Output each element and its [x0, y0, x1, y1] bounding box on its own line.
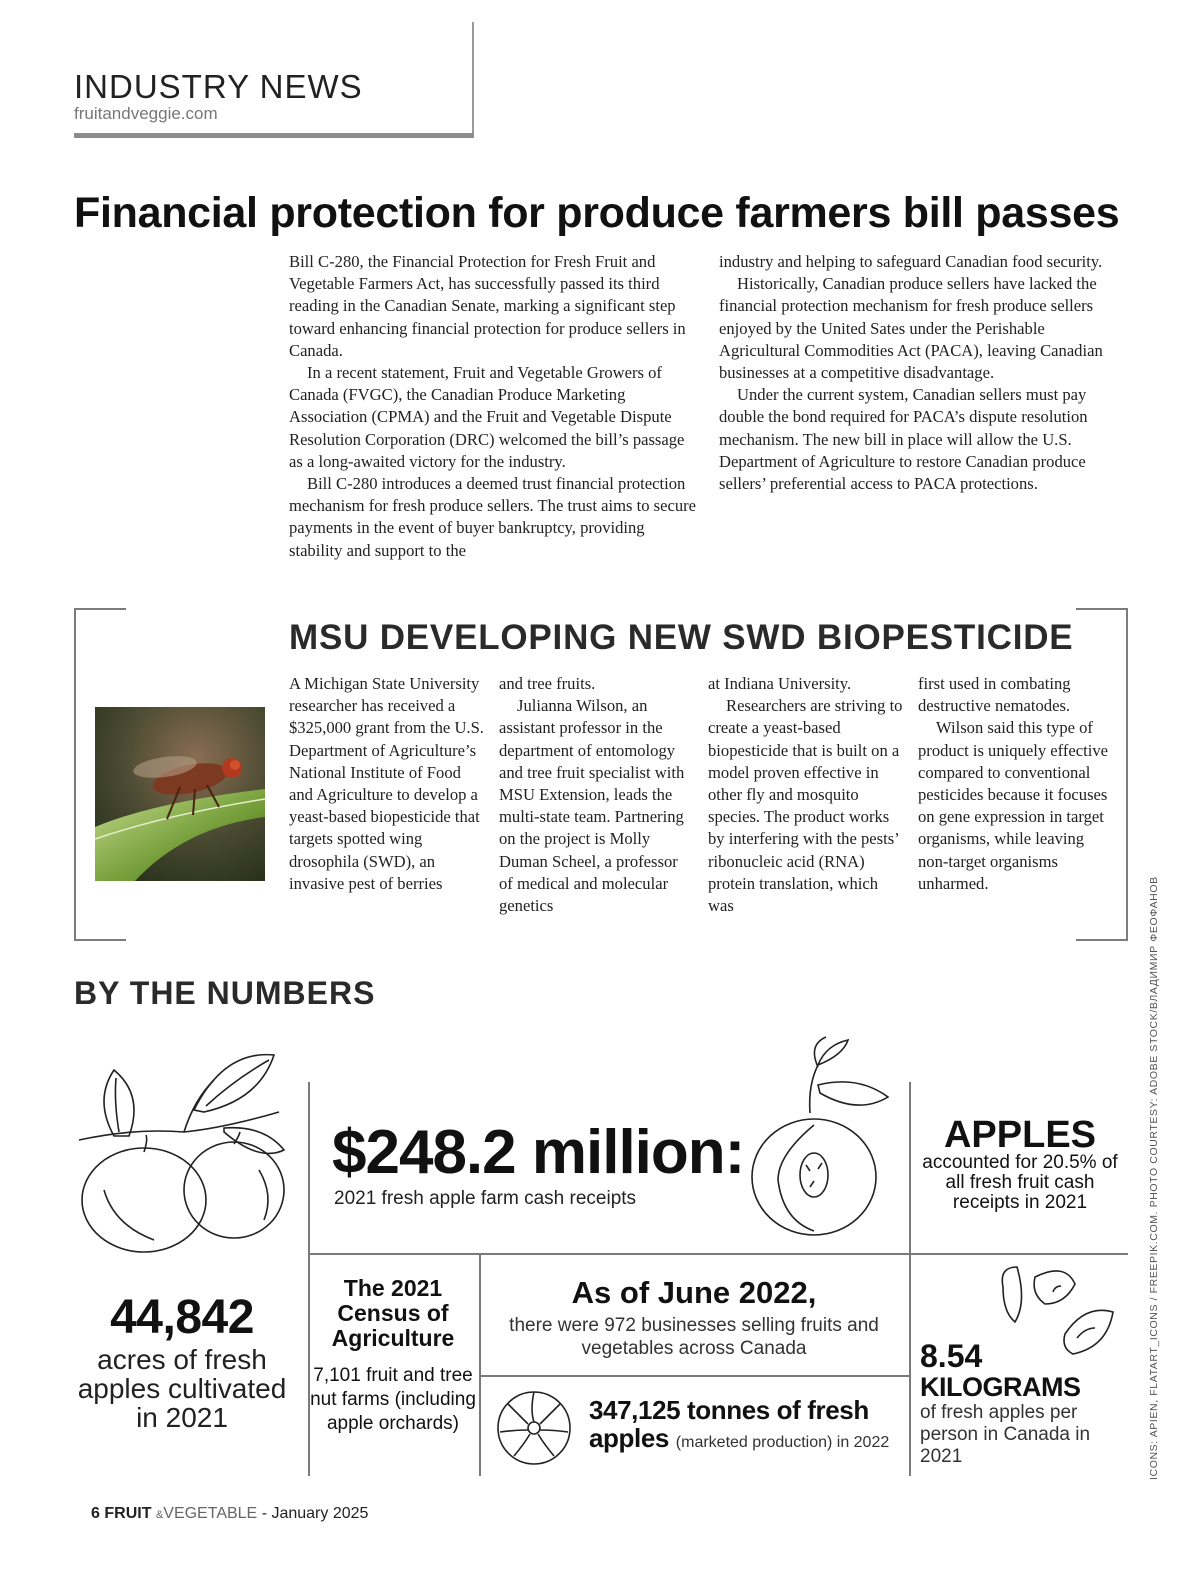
paragraph: A Michigan State University researcher has received a $325,000 grant from the U.S. Department of Agriculture’s National Institute of Food and Agriculture to develop a yeast-based biopesticide that targets spotted wing drosophila (SWD), an invasive pest of berries: [289, 674, 484, 893]
section-header: [74, 22, 474, 138]
kg-value: 8.54: [920, 1338, 983, 1374]
paragraph: Wilson said this type of product is uniquely effective compared to conventional pesticides because it focuses on gene expression in target organisms, while leaving non-target organisms unharmed.: [918, 718, 1109, 893]
header-divider: [472, 22, 474, 138]
msu-column-2: [499, 673, 694, 917]
page-number: 6: [91, 1505, 100, 1522]
magazine-brand-fruit: FRUIT: [104, 1505, 152, 1522]
apple-top-illustration: [494, 1388, 574, 1468]
by-the-numbers-title: BY THE NUMBERS: [74, 975, 376, 1011]
paragraph: Bill C-280, the Financial Protection for Fresh Fruit and Vegetable Farmers Act, has successfully passed its third reading in the Canadian Senate, marking a significant step toward enhancing financial protection for produce sellers in Canada.: [289, 252, 686, 360]
grid-line: [308, 1253, 1128, 1255]
census-title: The 2021 Census of Agriculture: [331, 1275, 455, 1351]
tonnes-stat: [589, 1396, 909, 1457]
magazine-brand-amp: &: [155, 1509, 164, 1521]
acres-label: acres of fresh apples cultivated in 2021: [77, 1344, 287, 1433]
businesses-title: As of June 2022,: [571, 1275, 817, 1310]
msu-column-4: [918, 673, 1113, 895]
acres-value: 44,842: [110, 1291, 254, 1344]
issue-date: - January 2025: [261, 1505, 369, 1522]
paragraph: industry and helping to safeguard Canadian food security.: [719, 252, 1103, 271]
article-column-2: [719, 251, 1129, 495]
apple-slices-illustration: [995, 1262, 1115, 1367]
paragraph: and tree fruits.: [499, 674, 596, 693]
cash-receipts-value: $248.2 million:: [332, 1118, 745, 1187]
paragraph: first used in combating destructive nematodes.: [918, 674, 1071, 716]
kg-label: of fresh apples per person in Canada in 2021: [920, 1402, 1091, 1467]
paragraph: at Indiana University.: [708, 674, 852, 693]
magazine-brand-vegetable: VEGETABLE: [163, 1505, 258, 1522]
businesses-label: there were 972 businesses selling fruits and vegetables across Canada: [509, 1315, 879, 1359]
apple-branch-illustration: [74, 1040, 294, 1255]
msu-headline: MSU DEVELOPING NEW SWD BIOPESTICIDE: [289, 618, 1074, 657]
paragraph: Historically, Canadian produce sellers have lacked the financial protection mechanism for fresh produce sellers enjoyed by the United Sates under the Perishable Agricultural Commodities Act (PACA), leaving Canadian businesses at a competitive disadvantage.: [719, 274, 1103, 383]
grid-line: [909, 1082, 911, 1476]
bracket-line: [74, 939, 126, 941]
tonnes-note: (marketed production) in 2022: [675, 1434, 890, 1451]
bracket-line: [1126, 608, 1128, 941]
bracket-line: [74, 608, 126, 610]
paragraph: Julianna Wilson, an assistant professor in the department of entomology and tree fruit specialist with MSU Extension, leads the multi-state team. Partnering on the project is Molly Duman Scheel, a professor of medical and molecular genetics: [499, 696, 685, 916]
kg-unit: KILOGRAMS: [920, 1372, 1081, 1402]
article-column-1: [289, 251, 697, 562]
fly-on-leaf-photo: [95, 707, 265, 881]
cut-apple-illustration: [748, 1045, 888, 1240]
credits-text: ICONS: APIEN, FLATART_ICONS / FREEPIK.COM. PHOTO COURTESY: ADOBE STOCK/ВЛАДИМИР ФЕОФАНОВ: [1148, 876, 1160, 1480]
article-headline: Financial protection for produce farmers bill passes: [74, 189, 1120, 237]
census-label: 7,101 fruit and tree nut farms (including apple orchards): [310, 1365, 476, 1434]
grid-line: [479, 1253, 481, 1476]
paragraph: Researchers are striving to create a yeast-based biopesticide that is built on a model proven effective in other fly and mosquito species. The product works by interfering with the pests’ ribonucleic acid (RNA) protein translation, which was: [708, 696, 903, 916]
apples-stat-title: APPLES: [943, 1114, 1097, 1156]
bracket-line: [74, 608, 76, 941]
paragraph: In a recent statement, Fruit and Vegetable Growers of Canada (FVGC), the Canadian Produce Marketing Association (CPMA) and the Fruit and Vegetable Dispute Resolution Corporation (DRC) welcomed the bill’s passage as a long-awaited victory for the industry.: [289, 363, 685, 471]
msu-column-1: [289, 673, 484, 895]
cash-receipts-label: 2021 fresh apple farm cash receipts: [334, 1188, 637, 1209]
apples-stat-label: accounted for 20.5% of all fresh fruit cash receipts in 2021: [922, 1152, 1118, 1213]
paragraph: Under the current system, Canadian sellers must pay double the bond required for PACA’s dispute resolution mechanism. The new bill in place will allow the U.S. Department of Agriculture to restore Canadian produce sellers’ preferential access to PACA protections.: [719, 385, 1088, 494]
paragraph: Bill C-280 introduces a deemed trust financial protection mechanism for fresh produce sellers. The trust aims to secure payments in the event of buyer bankruptcy, providing stability and support to the: [289, 474, 697, 560]
header-bar: [74, 133, 474, 138]
photo-credits: [1132, 876, 1160, 1480]
bracket-line: [1076, 939, 1128, 941]
section-site: fruitandveggie.com: [74, 104, 218, 123]
section-title: INDUSTRY NEWS: [74, 68, 363, 105]
tonnes-value: 347,125 tonnes of fresh apples: [589, 1395, 869, 1453]
grid-line: [479, 1375, 909, 1377]
page-footer: [91, 1505, 368, 1523]
bracket-line: [1076, 608, 1128, 610]
msu-column-3: [708, 673, 903, 917]
